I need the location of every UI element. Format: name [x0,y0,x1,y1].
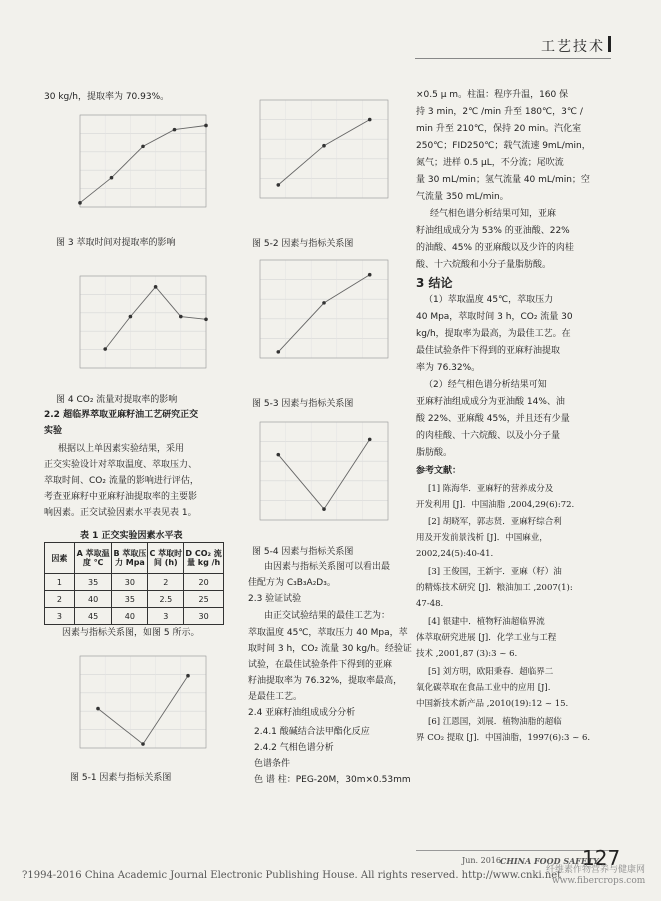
table-cell: 3 [148,608,184,625]
sub244: 色 谱 柱：PEG-20M，30m×0.53mm [254,775,411,785]
ref1-line2: 开发利用 [J]．中国油脂 ,2004,29(6):72. [416,500,575,510]
footer-issue: Jun. 2016 [462,856,501,865]
data-point [276,183,280,187]
plot-frame [80,276,206,368]
table-header-row [45,543,224,574]
ref3-line2: 的精炼技术研究 [J]．粮油加工 ,2007(1): [416,583,573,593]
conclusion-1b: 40 Mpa，萃取时间 3 h，CO₂ 流量 30 [416,312,573,322]
series-line [98,676,188,744]
ref4-line3: 技术 ,2001,87 (3):3 ~ 6. [416,649,518,659]
sec24-title: 2.4 亚麻籽油组成成分分析 [248,708,356,718]
sec22-title-2: 实验 [44,426,63,436]
table-cell: 2.5 [148,591,184,608]
mid-p4: 萃取温度 45℃，萃取压力 40 Mpa，萃 [248,628,408,638]
table-cell: 1 [45,574,75,591]
ref3-line1: [3] 王俊国，王新宇．亚麻（籽）油 [428,567,562,577]
fig51-caption: 图 5-1 因素与指标关系图 [70,773,172,783]
data-point [141,742,145,746]
table-cell: 30 [184,608,224,625]
table-title: 表 1 正交实验因素水平表 [80,531,183,541]
conclusion-1d: 最佳试验条件下得到的亚麻籽油提取 [416,346,561,356]
ref1-line1: [1] 陈海华．亚麻籽的营养成分及 [428,484,554,494]
ref5-line1: [5] 刘方明，欧阳秉春．超临界二 [428,667,554,677]
left-p5: 响因素。正交试验因素水平表见表 1。 [44,508,197,518]
data-point [96,707,100,711]
data-point [368,273,372,277]
fig53-chart [236,252,396,376]
series-line [278,275,369,352]
fig3-svg [56,107,214,225]
mid-p6: 试验，在最佳试验条件下得到的亚麻 [248,660,393,670]
right-r9: 籽油组成成分为 53% 的亚油酸、22% [416,226,570,236]
ref4-line2: 体萃取研究进展 [J]．化学工业与工程 [416,633,557,643]
header-rule [415,58,611,59]
section-title: 工艺技术 [541,39,605,55]
data-point [173,128,177,132]
data-point [141,145,145,149]
right-r4: 250℃；FID250℃；载气流速 9mL/min， [416,141,591,151]
ref2-line2: 用及开发前景浅析 [J]．中国麻业， [416,533,548,543]
fig52-caption: 图 5-2 因素与指标关系图 [252,239,354,249]
data-point [103,347,107,351]
right-r3: min 升至 210℃，保持 20 min。汽化室 [416,124,582,134]
data-point [322,301,326,305]
right-r6: 量 30 mL/min；氢气流量 40 mL/min；空 [416,175,590,185]
footer-journal: CHINA FOOD SAFETY [500,856,599,866]
page-number: 127 [582,846,621,870]
table-cell: 40 [74,591,112,608]
fig51-chart [56,648,214,766]
right-r2: 持 3 min，2℃ /min 升至 180℃，3℃ / [416,107,583,117]
left-p1: 根据以上单因素实验结果，采用 [58,444,185,454]
mid-p2: 佳配方为 C₃B₃A₂D₃。 [248,578,336,588]
left-p3: 萃取时间、CO₂ 流量的影响进行评估， [44,476,199,486]
table-cell: 25 [184,591,224,608]
right-r7: 气流量 350 mL/min。 [416,192,509,202]
table-cell: 45 [74,608,112,625]
fig4-svg [56,268,214,386]
right-r8: 经气相色谱分析结果可知，亚麻 [430,209,557,219]
ref5-line3: 中国新技术新产品 ,2010(19):12 ~ 15. [416,699,569,709]
table-cell: 3 [45,608,75,625]
data-point [322,144,326,148]
series-line [278,439,369,509]
right-r10: 的油酸、45% 的亚麻酸以及少许的肉桂 [416,243,574,253]
table-row [45,608,224,625]
mid-p1: 由因素与指标关系图可以看出最 [264,562,391,572]
plot-frame [260,100,388,198]
sub241: 2.4.1 酸碱结合法甲酯化反应 [254,727,370,737]
fig52-svg [236,92,396,216]
table-header: D CO₂ 流量 kg /h [184,543,224,574]
data-point [276,350,280,354]
ref5-line2: 氧化碳萃取在食品工业中的应用 [J]. [416,683,551,693]
watermark-url: www.fibercrops.com [552,876,646,886]
header-bar [608,36,611,52]
data-point [276,453,280,457]
table-row [45,591,224,608]
data-point [179,315,183,319]
data-point [78,201,82,205]
ref6-line1: [6] 江恩国，刘展．植物油脂的超临 [428,717,562,727]
sec3-title: 3 结论 [416,276,453,290]
series-line [80,126,206,203]
table-cell: 30 [112,574,148,591]
conclusion-1c: kg/h，提取率为最高，为最佳工艺。在 [416,329,571,339]
data-point [368,118,372,122]
fig54-caption: 图 5-4 因素与指标关系图 [252,547,354,557]
ref3-line3: 47-48. [416,599,444,609]
data-point [368,438,372,442]
fig3-chart [56,107,214,225]
ref4-line1: [4] 银建中．植物籽油超临界流 [428,617,545,627]
factor-table [44,542,224,625]
plot-frame [80,656,206,748]
fig4-caption: 图 4 CO₂ 流量对提取率的影响 [56,395,178,405]
references-title: 参考文献： [416,466,462,476]
sub243: 色谱条件 [254,759,291,769]
mid-p5: 取时间 3 h，CO₂ 流量 30 kg/h。经验证 [248,644,412,654]
ref2-line1: [2] 胡晓军，郭志贤．亚麻籽综合利 [428,517,562,527]
fig51-svg [56,648,214,766]
table-header: A 萃取温度 ℃ [74,543,112,574]
after-table-text: 因素与指标关系图，如图 5 所示。 [62,628,200,638]
fig3-caption: 图 3 萃取时间对提取率的影响 [56,238,176,248]
fig53-svg [236,252,396,376]
data-point [204,317,208,321]
left-line-1: 30 kg/h，提取率为 70.93%。 [44,92,170,102]
data-point [129,315,133,319]
conclusion-2d: 的肉桂酸、十六烷酸、以及小分子量 [416,431,561,441]
conclusion-2c: 酸 22%、亚麻酸 45%，并且还有少量 [416,414,570,424]
conclusion-2e: 脂肪酸。 [416,448,453,458]
conclusion-2a: （2）经气相色谱分析结果可知 [424,380,547,390]
table-row [45,574,224,591]
data-point [322,507,326,511]
left-p4: 考查亚麻籽中亚麻籽油提取率的主要影 [44,492,198,502]
sub242: 2.4.2 气相色谱分析 [254,743,334,753]
table-header: C 萃取时间 (h) [148,543,184,574]
table-cell: 35 [112,591,148,608]
right-r11: 酸、十六烷酸和小分子量脂肪酸。 [416,260,552,270]
data-point [204,124,208,128]
table-header: 因素 [45,543,75,574]
fig52-chart [236,92,396,216]
right-r5: 氮气；进样 0.5 μL，不分流；尾吹流 [416,158,564,168]
conclusion-1a: （1）萃取温度 45℃，萃取压力 [424,295,554,305]
table-cell: 2 [45,591,75,608]
table-cell: 35 [74,574,112,591]
fig54-chart [236,414,396,538]
left-p2: 正交实验设计对萃取温度、萃取压力、 [44,460,198,470]
fig4-chart [56,268,214,386]
data-point [186,674,190,678]
fig53-caption: 图 5-3 因素与指标关系图 [252,399,354,409]
copyright-line: ?1994-2016 China Academic Journal Electronic Publishing House. All rights reserved. http://www.cnki.net [22,870,562,881]
table-header: B 萃取压力 Mpa [112,543,148,574]
mid-p8: 是最佳工艺。 [248,692,303,702]
conclusion-1e: 率为 76.32%。 [416,363,481,373]
mid-p3: 由正交试验结果的最佳工艺为： [264,611,391,621]
watermark-title: 纤维素作物营养与健康网 [546,865,646,875]
plot-frame [80,115,206,207]
right-r1: ×0.5 μ m。柱温：程序升温，160 保 [416,90,569,100]
fig54-svg [236,414,396,538]
series-line [278,120,369,185]
data-point [110,176,114,180]
ref6-line2: 界 CO₂ 提取 [J]．中国油脂，1997(6):3 ~ 6. [416,733,591,743]
table-cell: 20 [184,574,224,591]
sec23-title: 2.3 验证试验 [248,594,302,604]
ref2-line3: 2002,24(5):40-41. [416,549,494,559]
conclusion-2b: 亚麻籽油组成成分为亚油酸 14%、油 [416,397,565,407]
sec22-title-1: 2.2 超临界萃取亚麻籽油工艺研究正交 [44,410,199,420]
plot-frame [260,422,388,520]
data-point [154,285,158,289]
mid-p7: 籽油提取率为 76.32%，提取率最高， [248,676,403,686]
table-cell: 2 [148,574,184,591]
table-cell: 40 [112,608,148,625]
